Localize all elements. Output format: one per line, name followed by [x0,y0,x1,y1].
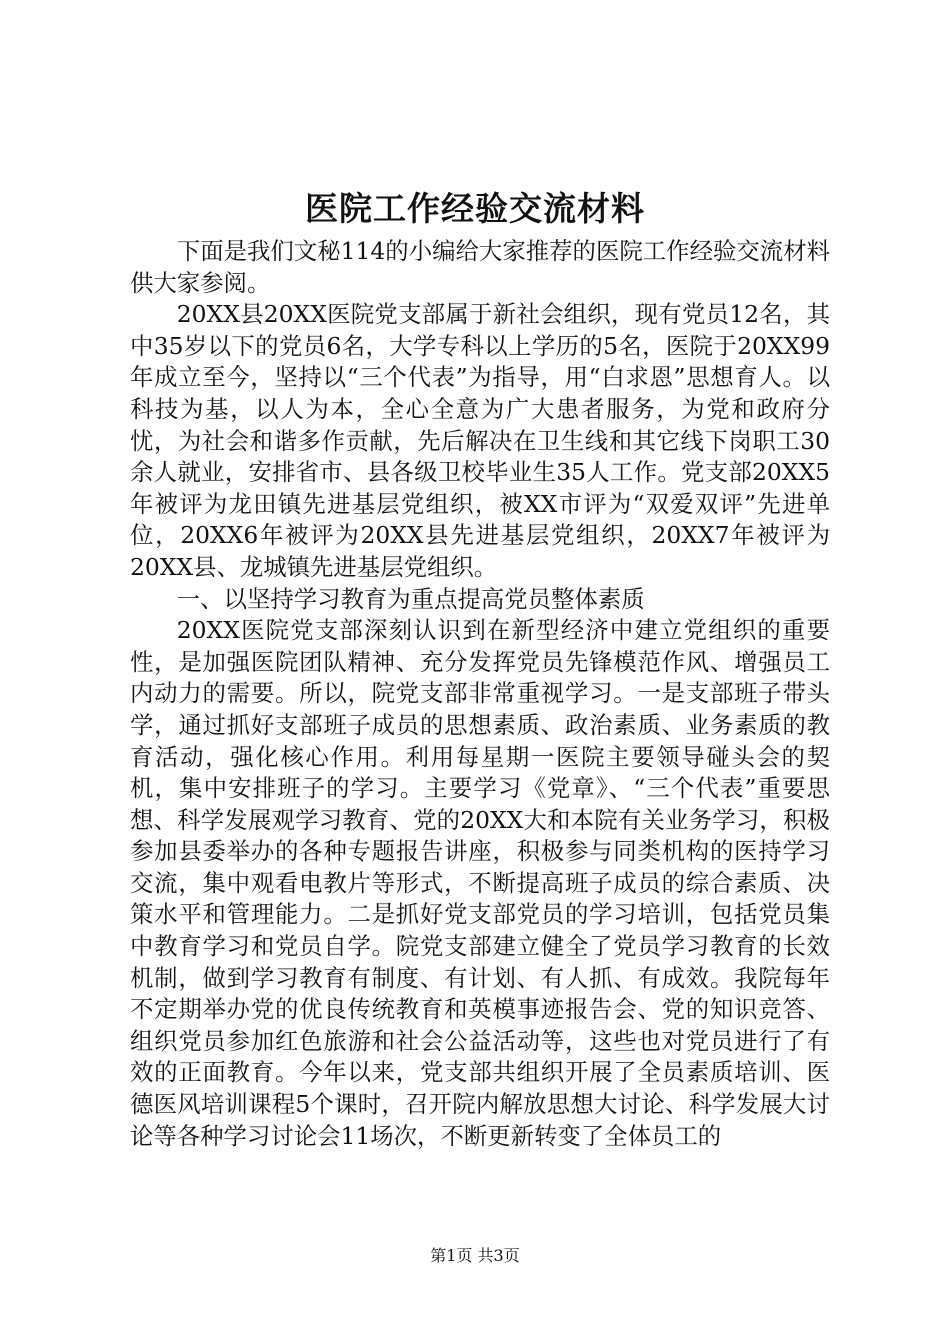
section-paragraph: 20XX医院党支部深刻认识到在新型经济中建立党组织的重要性，是加强医院团队精神、充分发挥党员先锋模范作风、增强员工内动力的需要。所以，院党支部非常重视学习。一是支部班子带头学，通过抓好支部班子成员的思想素质、政治素质、业务素质的教育活动，强化核心作用。利用每星期一医院主要领导碰头会的契机，集中安排班子的学习。主要学习《党章》、“三个代表”重要思想、科学发展观学习教育、党的20XX大和本院有关业务学习，积极参加县委举办的各种专题报告讲座，积极参与同类机构的医持学习交流，集中观看电教片等形式，不断提高班子成员的综合素质、决策水平和管理能力。二是抓好党支部党员的学习培训，包括党员集中教育学习和党员自学。院党支部建立健全了党员学习教育的长效机制，做到学习教育有制度、有计划、有人抓、有成效。我院每年不定期举办党的优良传统教育和英模事迹报告会、党的知识竞答、组织党员参加红色旅游和社会公益活动等，这些也对党员进行了有效的正面教育。今年以来，党支部共组织开展了全员素质培训、医德医风培训课程5个课时，召开院内解放思想大讨论、科学发展大讨论等各种学习讨论会11场次，不断更新转变了全体员工的 [130,616,830,1150]
page-footer: 第1页 共3页 [430,1246,520,1265]
overview-paragraph: 20XX县20XX医院党支部属于新社会组织，现有党员12名，其中35岁以下的党员6名，大学专科以上学历的5名，医院于20XX99年成立至今，坚持以“三个代表”为指导，用“白求恩”思想育人。以科技为基，以人为本，全心全意为广大患者服务，为党和政府分忧，为社会和谐多作贡献，先后解决在卫生线和其它线下岗职工30余人就业，安排省市、县各级卫校毕业生35人工作。党支部20XX5年被评为龙田镇先进基层党组织，被XX市评为“双爱双评”先进单位，20XX6年被评为20XX县先进基层党组织，20XX7年被评为20XX县、龙城镇先进基层党组织。 [130,300,830,581]
section-heading: 一、以坚持学习教育为重点提高党员整体素质 [176,584,645,613]
document-title: 医院工作经验交流材料 [305,189,645,228]
document-body [130,236,830,1152]
intro-paragraph: 下面是我们文秘114的小编给大家推荐的医院工作经验交流材料供大家参阅。 [130,237,830,297]
